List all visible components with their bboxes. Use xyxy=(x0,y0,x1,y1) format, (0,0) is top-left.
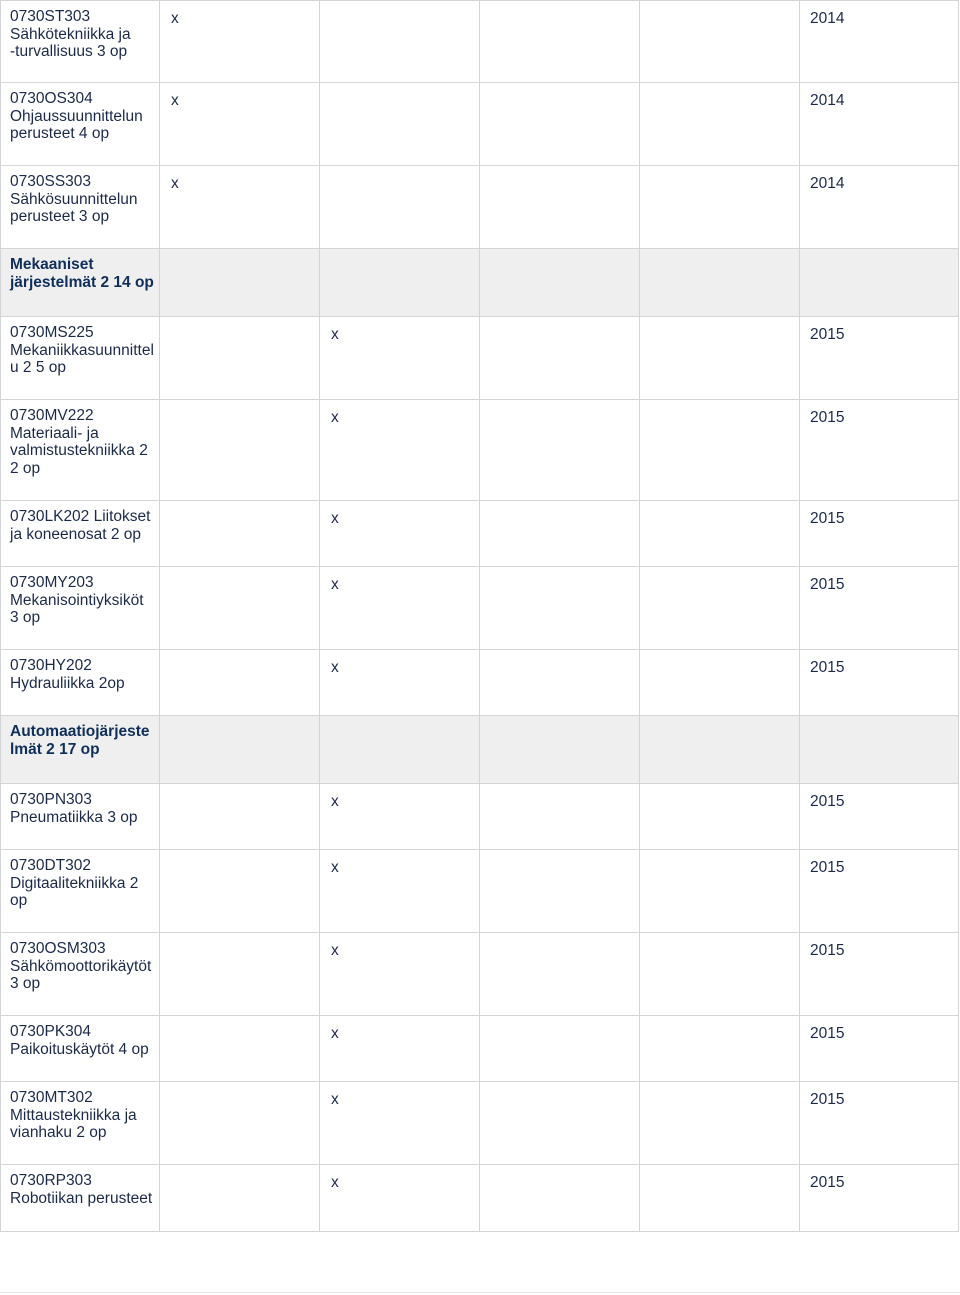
year-cell xyxy=(800,0,959,83)
mark-cell xyxy=(320,317,480,400)
empty-cell xyxy=(160,1165,320,1232)
course-name-cell xyxy=(0,317,160,400)
course-name-cell xyxy=(0,1016,160,1082)
empty-cell xyxy=(640,83,800,166)
year-cell xyxy=(800,650,959,716)
empty-cell xyxy=(480,650,640,716)
empty-cell xyxy=(480,317,640,400)
course-name: 0730PN303 Pneumatiikka 3 op xyxy=(10,791,138,826)
empty-cell xyxy=(320,0,480,83)
empty-cell xyxy=(800,716,959,784)
course-name: 0730MT302 Mittaustekniikka ja vianhaku 2 op xyxy=(10,1089,137,1141)
empty-cell xyxy=(480,567,640,650)
mark-cell xyxy=(160,166,320,249)
mark-cell xyxy=(160,0,320,83)
year: 2015 xyxy=(810,510,845,527)
course-name-cell xyxy=(0,0,160,83)
year: 2015 xyxy=(810,409,845,426)
mark: x xyxy=(331,1091,339,1108)
course-name-cell xyxy=(0,784,160,850)
empty-cell xyxy=(160,567,320,650)
empty-cell xyxy=(640,166,800,249)
mark-cell xyxy=(320,1016,480,1082)
category-title: Automaatiojärjeste lmät 2 17 op xyxy=(10,723,150,758)
empty-cell xyxy=(480,166,640,249)
year-cell xyxy=(800,1165,959,1232)
course-name: 0730LK202 Liitokset ja koneenosat 2 op xyxy=(10,508,151,543)
year-cell xyxy=(800,501,959,567)
category-header-cell xyxy=(0,249,160,317)
mark: x xyxy=(331,1174,339,1191)
year: 2015 xyxy=(810,793,845,810)
course-name-cell xyxy=(0,650,160,716)
empty-cell xyxy=(480,850,640,933)
empty-cell xyxy=(480,784,640,850)
course-name-cell xyxy=(0,933,160,1016)
course-name: 0730RP303 Robotiikan perusteet xyxy=(10,1172,153,1207)
mark: x xyxy=(331,793,339,810)
mark-cell xyxy=(320,400,480,501)
empty-cell xyxy=(160,784,320,850)
course-name: 0730OS304 Ohjaussuunnittelun perusteet 4 op xyxy=(10,90,143,142)
empty-cell xyxy=(640,1016,800,1082)
empty-cell xyxy=(480,83,640,166)
year: 2015 xyxy=(810,1174,845,1191)
course-name-cell xyxy=(0,501,160,567)
year-cell xyxy=(800,317,959,400)
empty-cell xyxy=(480,501,640,567)
empty-cell xyxy=(480,716,640,784)
course-name-cell xyxy=(0,1165,160,1232)
mark-cell xyxy=(320,567,480,650)
year-cell xyxy=(800,400,959,501)
empty-cell xyxy=(640,317,800,400)
year-cell xyxy=(800,83,959,166)
empty-cell xyxy=(320,83,480,166)
empty-cell xyxy=(160,501,320,567)
course-name: 0730OSM303 Sähkömoottorikäytöt 3 op xyxy=(10,940,152,992)
mark-cell xyxy=(160,83,320,166)
mark: x xyxy=(171,92,179,109)
empty-cell xyxy=(160,400,320,501)
year-cell xyxy=(800,567,959,650)
empty-cell xyxy=(160,716,320,784)
course-name: 0730SS303 Sähkösuunnittelun perusteet 3 op xyxy=(10,173,138,225)
mark-cell xyxy=(320,850,480,933)
course-name: 0730MY203 Mekanisointiyksiköt 3 op xyxy=(10,574,144,626)
year-cell xyxy=(800,933,959,1016)
year: 2015 xyxy=(810,326,845,343)
mark-cell xyxy=(320,1165,480,1232)
mark-cell xyxy=(320,1082,480,1165)
empty-cell xyxy=(480,1165,640,1232)
course-name: 0730ST303 Sähkötekniikka ja -turvallisuus 3 op xyxy=(10,8,131,60)
category-header-cell xyxy=(0,716,160,784)
empty-cell xyxy=(480,1082,640,1165)
category-title: Mekaaniset järjestelmät 2 14 op xyxy=(10,256,154,291)
mark: x xyxy=(331,659,339,676)
empty-cell xyxy=(640,0,800,83)
empty-cell xyxy=(640,501,800,567)
course-name-cell xyxy=(0,400,160,501)
mark-cell xyxy=(320,933,480,1016)
mark: x xyxy=(331,326,339,343)
empty-cell xyxy=(640,784,800,850)
mark: x xyxy=(331,1025,339,1042)
year-cell xyxy=(800,1016,959,1082)
year: 2015 xyxy=(810,942,845,959)
empty-cell xyxy=(160,850,320,933)
year: 2015 xyxy=(810,576,845,593)
course-name: 0730MV222 Materiaali- ja valmistustekniikka 2 2 op xyxy=(10,407,148,477)
mark: x xyxy=(331,409,339,426)
empty-cell xyxy=(160,249,320,317)
empty-cell xyxy=(160,317,320,400)
empty-cell xyxy=(320,166,480,249)
year-cell xyxy=(800,1082,959,1165)
course-name-cell xyxy=(0,567,160,650)
year-cell xyxy=(800,784,959,850)
course-name-cell xyxy=(0,1082,160,1165)
year: 2014 xyxy=(810,10,845,27)
course-name: 0730PK304 Paikoituskäytöt 4 op xyxy=(10,1023,149,1058)
empty-cell xyxy=(160,650,320,716)
year: 2015 xyxy=(810,859,845,876)
mark-cell xyxy=(320,784,480,850)
course-name-cell xyxy=(0,850,160,933)
empty-cell xyxy=(160,1082,320,1165)
empty-cell xyxy=(480,0,640,83)
empty-cell xyxy=(480,1016,640,1082)
course-name-cell xyxy=(0,83,160,166)
mark-cell xyxy=(320,501,480,567)
year: 2015 xyxy=(810,659,845,676)
empty-cell xyxy=(640,400,800,501)
mark: x xyxy=(331,942,339,959)
empty-cell xyxy=(640,249,800,317)
course-name: 0730HY202 Hydrauliikka 2op xyxy=(10,657,125,692)
empty-cell xyxy=(640,933,800,1016)
year: 2014 xyxy=(810,175,845,192)
course-name: 0730MS225 Mekaniikkasuunnittel u 2 5 op xyxy=(10,324,154,376)
mark: x xyxy=(171,175,179,192)
empty-cell xyxy=(640,1082,800,1165)
mark: x xyxy=(331,859,339,876)
year-cell xyxy=(800,166,959,249)
year: 2014 xyxy=(810,92,845,109)
empty-cell xyxy=(320,249,480,317)
mark: x xyxy=(331,510,339,527)
empty-cell xyxy=(480,249,640,317)
empty-cell xyxy=(640,1165,800,1232)
empty-cell xyxy=(320,716,480,784)
empty-cell xyxy=(160,1016,320,1082)
empty-cell xyxy=(480,933,640,1016)
mark-cell xyxy=(320,650,480,716)
empty-cell xyxy=(640,850,800,933)
empty-cell xyxy=(640,716,800,784)
course-name: 0730DT302 Digitaalitekniikka 2 op xyxy=(10,857,139,909)
empty-cell xyxy=(800,249,959,317)
mark: x xyxy=(171,10,179,27)
year: 2015 xyxy=(810,1091,845,1108)
course-name-cell xyxy=(0,166,160,249)
empty-cell xyxy=(160,933,320,1016)
year-cell xyxy=(800,850,959,933)
empty-cell xyxy=(640,567,800,650)
empty-cell xyxy=(480,400,640,501)
year: 2015 xyxy=(810,1025,845,1042)
page-divider xyxy=(0,1292,960,1293)
mark: x xyxy=(331,576,339,593)
empty-cell xyxy=(640,650,800,716)
